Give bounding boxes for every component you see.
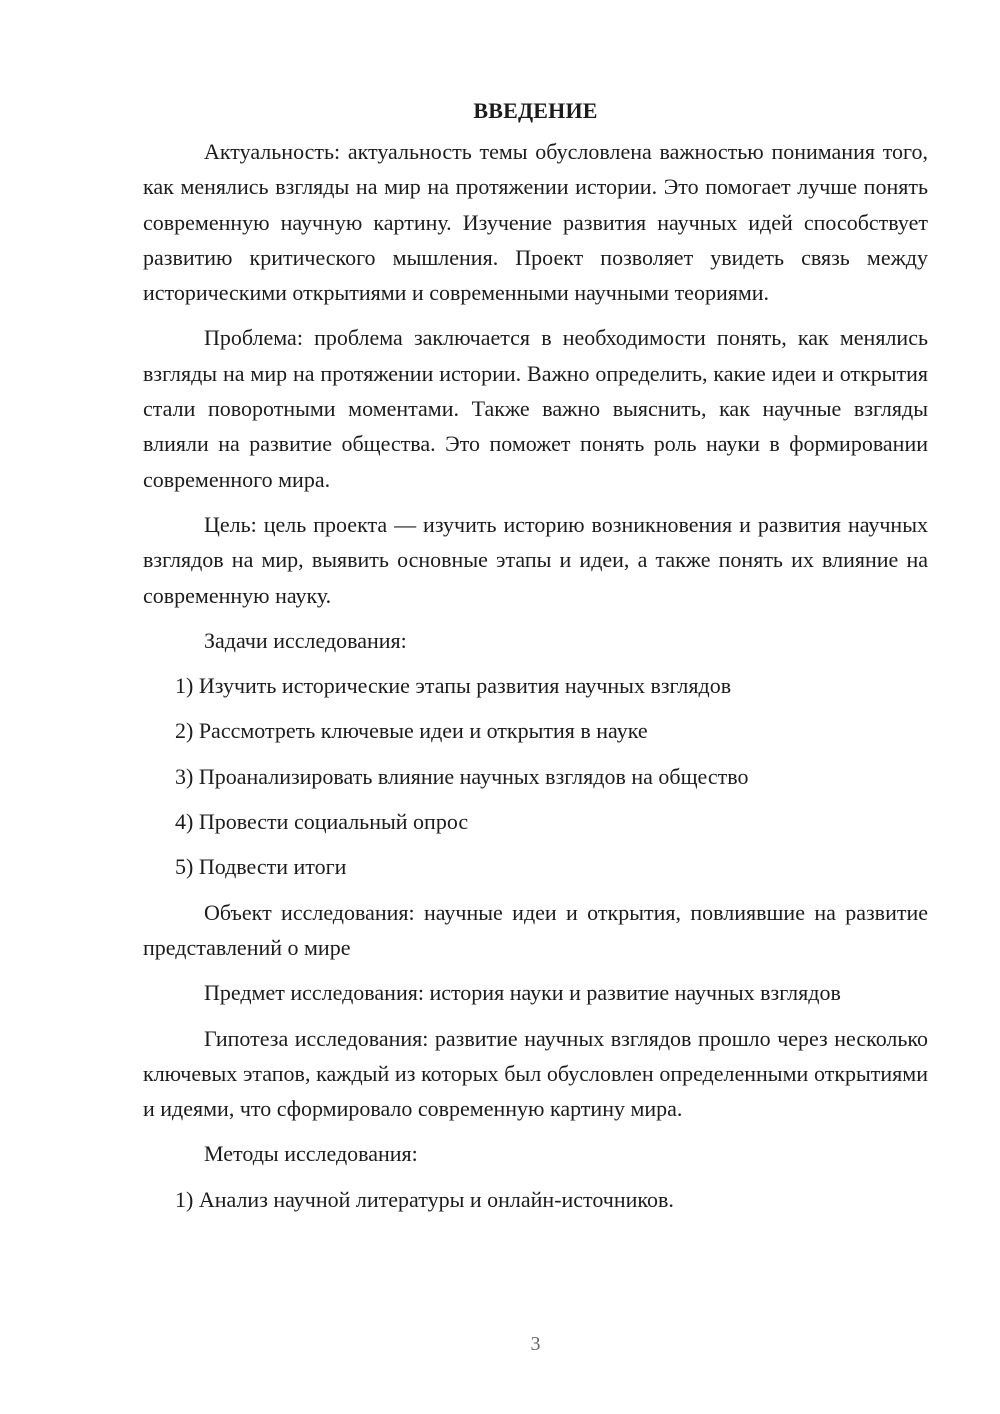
tasks-label: Задачи исследования: — [204, 627, 407, 653]
section-heading: ВВЕДЕНИЕ — [473, 98, 598, 123]
problem-paragraph: Проблема: проблема заключается в необходимости понять, как менялись взгляды на мир на протяжении истории. Важно определить, какие идеи и открытия стали поворотными моментами. Также важно выяснить, как научные взгляды влияли на развитие общества. Это поможет понять роль науки в формировании современного мира. — [143, 325, 928, 492]
goal-paragraph: Цель: цель проекта — изучить историю возникновения и развития научных взглядов на мир, выявить основные этапы и идеи, а также понять их влияние на современную науку. — [143, 511, 928, 608]
methods-label: Методы исследования: — [204, 1141, 418, 1167]
object-paragraph: Объект исследования: научные идеи и открытия, повлиявшие на развитие представлений о мире — [143, 899, 928, 960]
list-item: 1) Изучить исторические этапы развития научных взглядов — [175, 673, 732, 699]
list-item: 1) Анализ научной литературы и онлайн-источников. — [175, 1186, 674, 1212]
relevance-paragraph: Актуальность: актуальность темы обусловлена важностью понимания того, как менялись взгляды на мир на протяжении истории. Это помогает лучше понять современную научную картину. Изучение развития научных идей способствует развитию критического мышления. Проект позволяет увидеть связь между историческими открытиями и современными научными теориями. — [143, 139, 928, 306]
list-item: 3) Проанализировать влияние научных взглядов на общество — [175, 763, 749, 789]
tasks-list — [143, 668, 928, 884]
list-item: 5) Подвести итоги — [175, 854, 347, 880]
list-item: 4) Провести социальный опрос — [175, 809, 469, 835]
hypothesis-paragraph: Гипотеза исследования: развитие научных взглядов прошло через несколько ключевых этапов, каждый из которых был обусловлен определенными открытиями и идеями, что сформировало современную картину мира. — [143, 1025, 928, 1122]
methods-list — [143, 1182, 928, 1217]
list-item: 2) Рассмотреть ключевые идеи и открытия в науке — [175, 718, 648, 744]
document-page — [143, 96, 928, 1227]
subject-paragraph: Предмет исследования: история науки и развитие научных взглядов — [204, 980, 841, 1006]
page-number: 3 — [530, 1333, 541, 1355]
